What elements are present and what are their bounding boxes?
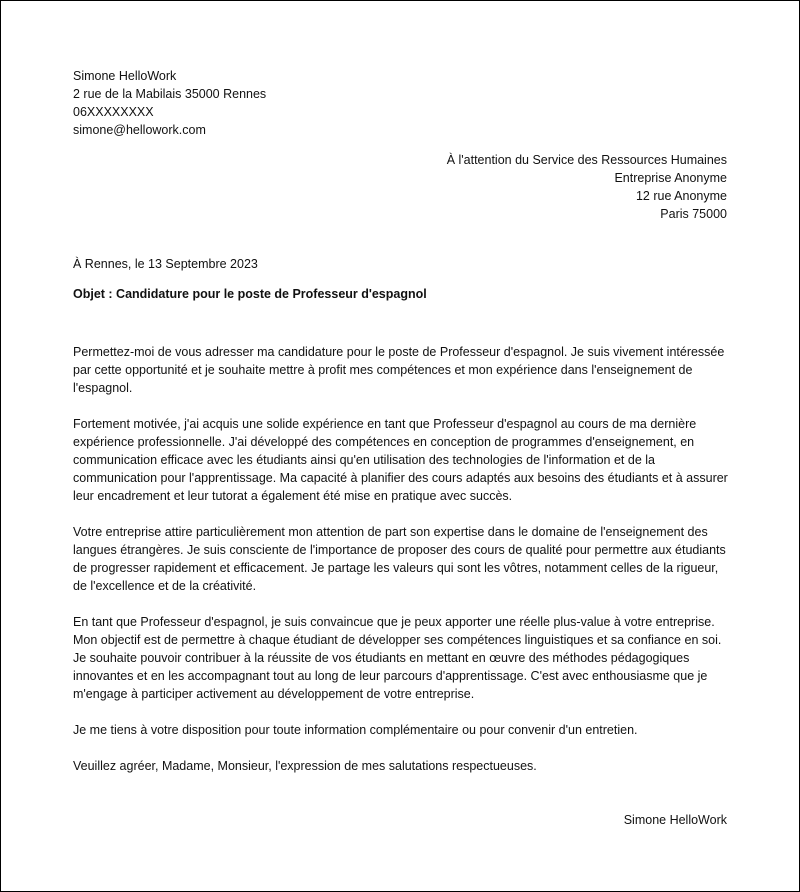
- letter-subject: Objet : Candidature pour le poste de Professeur d'espagnol: [73, 287, 427, 301]
- recipient-company: Entreprise Anonyme: [614, 171, 727, 185]
- letter-body: [73, 343, 733, 793]
- body-paragraph-experience: Fortement motivée, j'ai acquis une solide expérience en tant que Professeur d'espagnol au cours de ma dernière expérience professionnelle. J'ai développé des compétences en conception de programmes d'enseignement, en communication efficace avec les étudiants ainsi qu'en utilisation des technologies de l'information et de la communication pour l'apprentissage. Ma capacité à planifier des cours adaptés aux besoins des étudiants et à assurer leur encadrement et leur tutorat a également été mise en pratique avec succès.: [73, 417, 728, 503]
- sender-phone: 06XXXXXXXX: [73, 105, 154, 119]
- letter-date: À Rennes, le 13 Septembre 2023: [73, 257, 258, 271]
- sender-block: [73, 67, 266, 139]
- body-paragraph-intro: Permettez-moi de vous adresser ma candidature pour le poste de Professeur d'espagnol. Je suis vivement intéressée par cette opportunité et je souhaite mettre à profit mes compétences et mon expérience dans l'enseignement de l'espagnol.: [73, 345, 725, 395]
- sender-email: simone@hellowork.com: [73, 123, 206, 137]
- recipient-block: [447, 151, 727, 223]
- sender-address: 2 rue de la Mabilais 35000 Rennes: [73, 87, 267, 101]
- recipient-city: Paris 75000: [660, 207, 727, 221]
- body-paragraph-closing: Veuillez agréer, Madame, Monsieur, l'expression de mes salutations respectueuses.: [73, 759, 537, 773]
- body-paragraph-company: Votre entreprise attire particulièrement mon attention de part son expertise dans le domaine de l'enseignement des langues étrangères. Je suis consciente de l'importance de proposer des cours de qualité pour permettre aux étudiants de progresser rapidement et efficacement. Je partage les valeurs qui sont les vôtres, notamment celles de la rigueur, de l'excellence et de la créativité.: [73, 525, 726, 593]
- recipient-attention: À l'attention du Service des Ressources Humaines: [446, 153, 727, 167]
- body-paragraph-availability: Je me tiens à votre disposition pour toute information complémentaire ou pour convenir d'un entretien.: [73, 723, 638, 737]
- body-paragraph-value: En tant que Professeur d'espagnol, je suis convaincue que je peux apporter une réelle plus-value à votre entreprise. Mon objectif est de permettre à chaque étudiant de développer ses compétences linguistiques et sa confiance en soi. Je souhaite pouvoir contribuer à la réussite de vos étudiants en mettant en œuvre des méthodes pédagogiques innovantes et en les accompagnant tout au long de leur parcours d'apprentissage. C'est avec enthousiasme que je m'engage à participer activement au développement de votre entreprise.: [73, 615, 722, 701]
- sender-name: Simone HelloWork: [73, 69, 177, 83]
- recipient-street: 12 rue Anonyme: [635, 189, 727, 203]
- signature: Simone HelloWork: [623, 813, 727, 827]
